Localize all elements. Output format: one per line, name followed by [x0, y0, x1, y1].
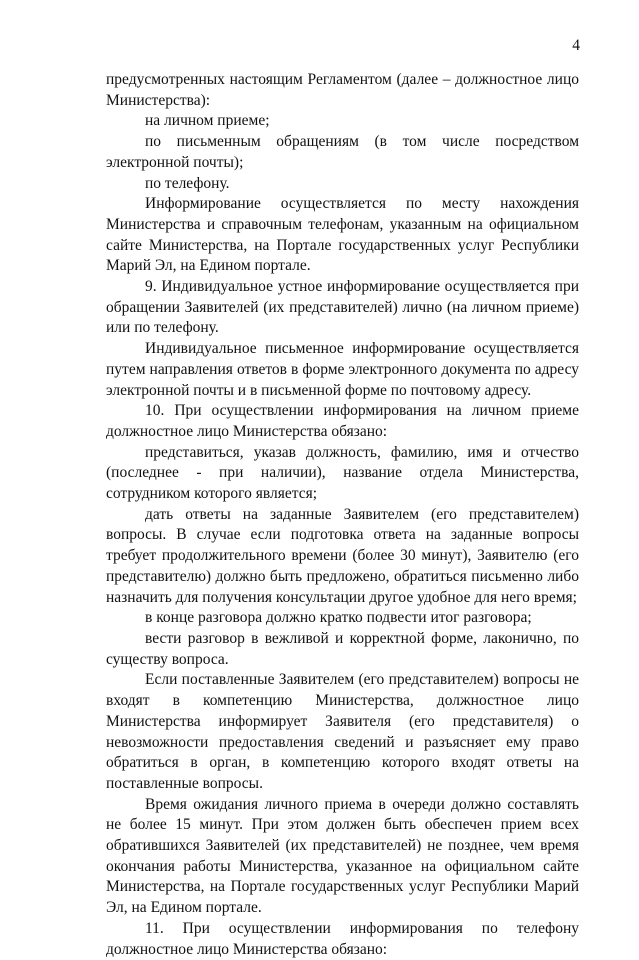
- paragraph: 11. При осуществлении информирования по телефону должностное лицо Министерства обязано:: [106, 919, 579, 958]
- paragraph: 10. При осуществлении информирования на личном приеме должностное лицо Министерства обязано:: [106, 402, 579, 440]
- paragraph: по телефону.: [145, 174, 230, 192]
- document-body: [106, 70, 579, 960]
- paragraph: вести разговор в вежливой и корректной форме, лаконично, по существу вопроса.: [106, 629, 579, 668]
- paragraph: предусмотренных настоящим Регламентом (далее – должностное лицо Министерства):: [106, 71, 579, 109]
- paragraph: по письменным обращениям (в том числе посредством электронной почты);: [106, 133, 579, 171]
- paragraph: в конце разговора должно кратко подвести итог разговора;: [145, 609, 532, 627]
- paragraph: дать ответы на заданные Заявителем (его представителем) вопросы. В случае если подготовка ответа на заданные вопросы требует продолжительного времени (более 30 минут), Заявителю (его представителю) должно быть предложено, обратиться письменно либо назначить для получения консультации другое удобное для него время;: [106, 505, 579, 606]
- page-number: 4: [572, 37, 580, 54]
- paragraph: на личном приеме;: [145, 112, 270, 130]
- paragraph: Если поставленные Заявителем (его представителем) вопросы не входят в компетенцию Министерства, должностное лицо Министерства информирует Заявителя (его представителя) о невозможности предоставления сведений и разъясняет ему право обратиться в орган, в компетенцию которого входят ответы на поставленные вопросы.: [106, 671, 579, 792]
- paragraph: Индивидуальное письменное информирование осуществляется путем направления ответов в форме электронного документа по адресу электронной почты и в письменной форме по почтовому адресу.: [106, 340, 579, 399]
- paragraph: представиться, указав должность, фамилию, имя и отчество (последнее - при наличии), название отдела Министерства, сотрудником которого является;: [106, 443, 579, 503]
- paragraph: Информирование осуществляется по месту нахождения Министерства и справочным телефонам, указанным на официальном сайте Министерства, на Портале государственных услуг Республики Марий Эл, на Едином портале.: [106, 195, 579, 275]
- paragraph: 9. Индивидуальное устное информирование осуществляется при обращении Заявителей (их представителей) лично (на личном приеме) или по телефону.: [106, 278, 579, 337]
- paragraph: Время ожидания личного приема в очереди должно составлять не более 15 минут. При этом должен быть обеспечен прием всех обратившихся Заявителей (их представителей) не позднее, чем время окончания работы Министерства, указанное на официальном сайте Министерства, на Портале государственных услуг Республики Марий Эл, на Едином портале.: [106, 795, 579, 917]
